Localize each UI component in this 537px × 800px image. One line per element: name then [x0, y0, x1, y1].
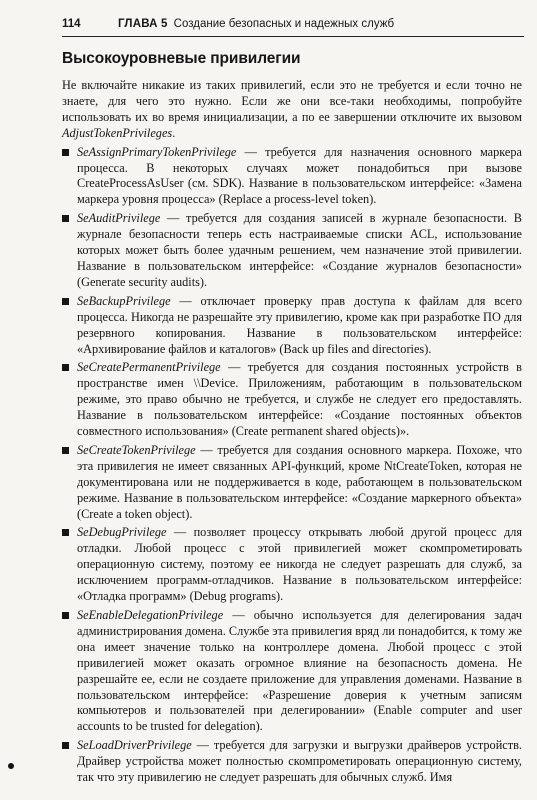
intro-text: Не включайте никакие из таких привилегий, если это не требуется и если точно не знаете, для чего это нужно. Если же они все-таки необходимы, попробуйте использовать их во время инициализации, а по ее завершении отключите их вызовом — [62, 78, 522, 124]
privilege-name: SeCreatePermanentPrivilege — [77, 360, 221, 375]
chapter-title: Создание безопасных и надежных служб — [173, 18, 395, 30]
privilege-description: — требуется для создания записей в журнале безопасности. В журнале безопасности теперь есть настраиваемые списки ACL, использование которых может быть более удачным решением, чем назначение этой привилегии. Название в пользовательском интерфейсе: «Создание журналов безопасности» (Generate security audits). — [77, 211, 522, 289]
privilege-name: SeAssignPrimaryTokenPrivilege — [77, 144, 237, 159]
privilege-item — [62, 738, 522, 786]
privilege-name: SeBackupPrivilege — [77, 293, 171, 308]
privilege-item — [62, 294, 522, 358]
privilege-list — [62, 145, 522, 786]
privilege-description: — требуется для загрузки и выгрузки драйверов устройств. Драйвер устройства может полностью скомпрометировать операционную систему, так что эту привилегию не следует разрешать для обычных служб. Имя — [77, 738, 522, 785]
function-name: AdjustTokenPrivileges — [62, 125, 173, 140]
privilege-description: — требуется для создания постоянных устройств в пространстве имен \\Device. Приложениям, работающим в пользовательском режиме, это право обычно не требуется, и службе не следует его предоставлять. Название в пользовательском интерфейсе: «Создание постоянных объектов совместного использования» (Create permanent shared objects)». — [77, 360, 522, 439]
privilege-item — [62, 525, 522, 605]
section-heading: Высокоуровневые привилегии — [62, 50, 301, 67]
intro-text-end: . — [172, 125, 176, 140]
privilege-item — [62, 145, 522, 209]
privilege-item — [62, 608, 522, 735]
privilege-description: — обычно используется для делегирования задач администрирования домена. Службе эта привилегия вряд ли понадобится, к тому же она имеет значение только на контроллере домена. Любой процесс с этой привилегией может оказать огромное влияние на безопасность домена. Не разрешайте ее, если не создаете приложение для управления доменами. Название в пользовательском интерфейсе: «Разрешение доверия к учетным записям компьютеров и пользователей при делегировании» (Enable computer and user accounts to be trusted for delegation). — [77, 608, 522, 734]
page-dot-mark — [8, 763, 14, 769]
chapter-label: ГЛАВА 5 — [118, 18, 168, 30]
privilege-description: — отключает проверку прав доступа к файлам для всего процесса. Никогда не разрешайте эту привилегию, кроме как при разработке ПО для резервного копирования. Название в пользовательском интерфейсе: «Архивирование файлов и каталогов» (Back up files and directories). — [77, 293, 522, 356]
bullet-square-icon — [62, 215, 69, 222]
bullet-square-icon — [62, 364, 69, 371]
privilege-item — [62, 443, 522, 523]
page-body — [62, 78, 522, 789]
bullet-square-icon — [62, 149, 69, 156]
privilege-item — [62, 360, 522, 440]
privilege-name: SeLoadDriverPrivilege — [77, 738, 192, 753]
intro-paragraph — [62, 78, 522, 142]
privilege-description: — позволяет процессу открывать любой другой процесс для отладки. Любой процесс с этой привилегией может скомпрометировать операционную систему, поэтому ее никогда не следует разрешать для служб, за исключением программ-отладчиков. Название в пользовательском интерфейсе: «Отладка программ» (Debug programs). — [77, 525, 522, 604]
privilege-item — [62, 211, 522, 291]
bullet-square-icon — [62, 742, 69, 749]
header-rule — [62, 36, 524, 37]
privilege-description: — требуется для назначения основного маркера процесса. В некоторых случаях может понадобиться при вызове CreateProcessAsUser (см. SDK). Название в пользовательском интерфейсе: «Замена маркера уровня процесса» (Replace a process-level token). — [77, 144, 522, 207]
privilege-description: — требуется для создания основного маркера. Похоже, что эта привилегия не имеет связанных API-функций, кроме NtCreateToken, которая не документирована или не поддерживается в коде, работающем в пользовательском режиме. Название в пользовательском интерфейсе: «Создание маркерного объекта» (Create a token object). — [77, 442, 522, 521]
bullet-square-icon — [62, 529, 69, 536]
privilege-name: SeDebugPrivilege — [77, 525, 167, 540]
privilege-name: SeAuditPrivilege — [77, 211, 161, 226]
bullet-square-icon — [62, 298, 69, 305]
running-header — [62, 18, 522, 30]
privilege-name: SeEnableDelegationPrivilege — [77, 608, 224, 622]
bullet-square-icon — [62, 447, 69, 454]
bullet-square-icon — [62, 612, 69, 619]
page-number: 114 — [62, 18, 81, 30]
privilege-name: SeCreateTokenPrivilege — [77, 442, 196, 457]
